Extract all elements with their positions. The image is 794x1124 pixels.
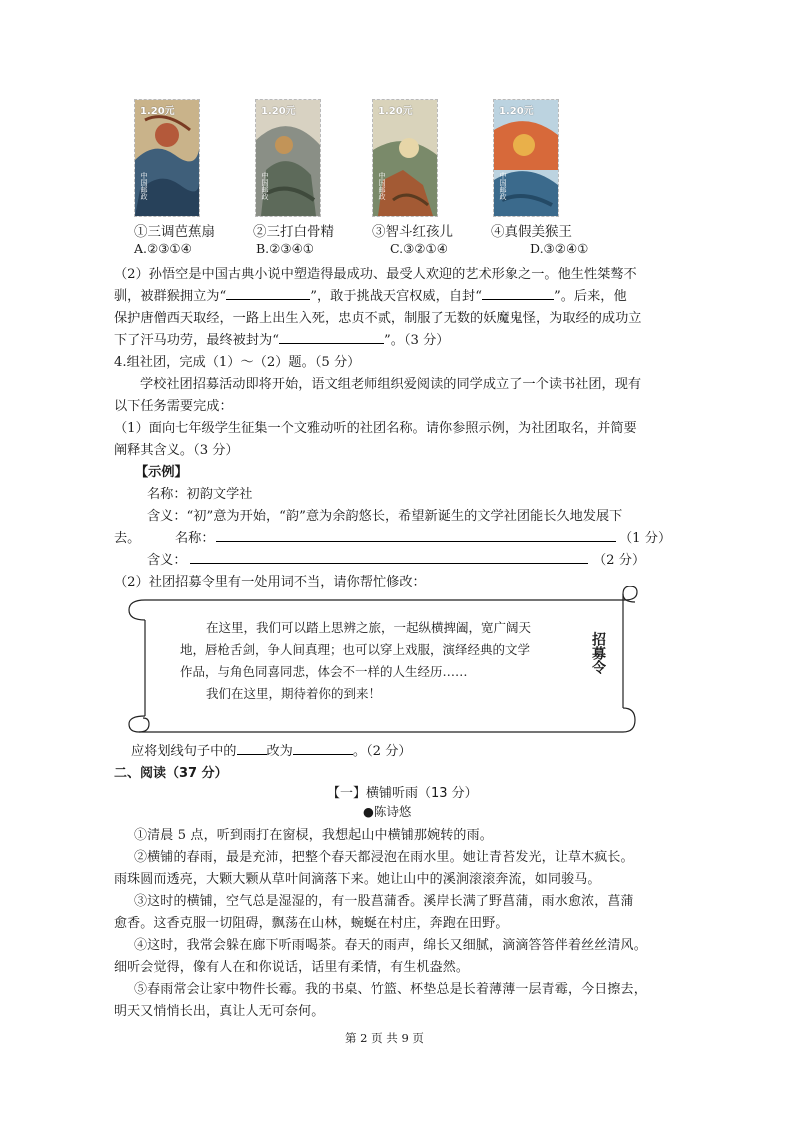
article-para-2b: 雨珠圆而透亮，大颗大颗从草叶间滴落下来。她让山中的溪涧滚滚奔流，如同骏马。 bbox=[114, 872, 601, 887]
fix-text-a: 应将划线句子中的 bbox=[131, 744, 237, 759]
scroll-line-2: 地，唇枪舌剑，争人间真理；也可以穿上戏服，演绎经典的文学 bbox=[180, 642, 531, 657]
recruitment-scroll bbox=[125, 586, 641, 734]
stamp-image-2: 1.20元 中国邮政 bbox=[255, 99, 321, 217]
q4-intro-2: 以下任务需要完成： bbox=[114, 399, 233, 414]
meaning-score: （2 分） bbox=[593, 553, 646, 568]
blank-wrong-word[interactable] bbox=[237, 742, 267, 755]
name-score: （1 分） bbox=[619, 531, 672, 546]
stamp-caption-3: ③智斗红孩儿 bbox=[372, 224, 453, 240]
meaning-label: 含义： bbox=[147, 553, 187, 568]
stamp-image-4: 1.20元 中国邮政 bbox=[493, 99, 559, 217]
q4-sub1-b: 阐释其含义。（3 分） bbox=[114, 443, 239, 458]
stamp-caption-1: ①三调芭蕉扇 bbox=[134, 224, 215, 240]
name-answer-line[interactable] bbox=[216, 541, 616, 542]
article-para-3b: 愈香。这香克服一切阻碍，飘荡在山林，蜿蜒在村庄，奔跑在田野。 bbox=[114, 916, 509, 931]
article-author: ●陈诗悠 bbox=[363, 804, 412, 819]
scroll-title: 招募令 bbox=[590, 632, 606, 674]
article-para-3a: ③这时的横铺，空气总是湿湿的，有一股菖蒲香。溪岸长满了野菖蒲，雨水愈浓，菖蒲 bbox=[134, 894, 634, 909]
stamp-image-3: 1.20元 中国邮政 bbox=[372, 99, 438, 217]
article-para-2a: ②横铺的春雨，最是充沛，把整个春天都浸泡在雨水里。她让青苔发光，让草木疯长。 bbox=[134, 850, 634, 865]
section-heading: 二、阅读（37 分） bbox=[114, 766, 228, 781]
q2-text-c: ”。后来，他 bbox=[553, 289, 627, 304]
page-footer: 第 2 页 共 9 页 bbox=[345, 1031, 424, 1045]
q4-title: 4.组社团，完成（1）～（2）题。（5 分） bbox=[114, 355, 361, 370]
q2-text-d: 下了汗马功劳，最终被封为“ bbox=[114, 333, 279, 348]
option-a: A.②③①④ bbox=[134, 241, 192, 256]
scroll-line-4: 我们在这里，期待着你的到来！ bbox=[206, 686, 382, 701]
stamp-caption-4: ④真假美猴王 bbox=[491, 224, 572, 240]
blank-correct-word[interactable] bbox=[293, 742, 353, 755]
meaning-answer-line[interactable] bbox=[190, 563, 588, 564]
q4-sub2: （2）社团招募令里有一处用词不当，请你帮忙修改： bbox=[114, 575, 426, 590]
name-label: 名称： bbox=[175, 531, 215, 546]
article-heading: 【一】横铺听雨（13 分） bbox=[327, 786, 478, 801]
fix-text-b: 改为 bbox=[266, 744, 293, 759]
article-para-5a: ⑤春雨常会让家中物件长霉。我的书桌、竹篮、杯垫总是长着薄薄一层青霉，今日擦去， bbox=[134, 982, 647, 997]
fix-line bbox=[131, 740, 412, 759]
article-para-5b: 明天又悄悄长出，真让人无可奈何。 bbox=[114, 1004, 325, 1019]
stamp-image-1: 1.20元 中国邮政 bbox=[134, 99, 200, 217]
q4-sub1-a: （1）面向七年级学生征集一个文雅动听的社团名称。请你参照示例，为社团取名，并简要 bbox=[114, 421, 637, 436]
q2-line-1: （2）孙悟空是中国古典小说中塑造得最成功、最受人欢迎的艺术形象之一。他生性桀骜不 bbox=[114, 267, 637, 282]
example-label: 【示例】 bbox=[135, 465, 188, 480]
q2-text-a: 驯，被群猴拥立为“ bbox=[114, 289, 227, 304]
q2-text-e: ”。（3 分） bbox=[384, 333, 450, 348]
option-d: D.③②④① bbox=[530, 241, 589, 256]
example-name: 名称：初韵文学社 bbox=[147, 487, 253, 502]
scroll-line-1: 在这里，我们可以踏上思辨之旅，一起纵横捭阖，宽广阔天 bbox=[206, 620, 532, 635]
q2-line-4 bbox=[114, 329, 449, 348]
article-para-4b: 细听会觉得，像有人在和你说话，话里有柔情，有生机盎然。 bbox=[114, 960, 470, 975]
q2-line-3: 保护唐僧西天取经，一路上出生入死，忠贞不贰，制服了无数的妖魔鬼怪，为取经的成功立 bbox=[114, 311, 642, 326]
option-b: B.②③④① bbox=[256, 241, 314, 256]
option-c: C.③②①④ bbox=[390, 241, 448, 256]
article-para-1: ①清晨 5 点，听到雨打在窗棂，我想起山中横铺那婉转的雨。 bbox=[134, 828, 493, 843]
article-para-4a: ④这时，我常会躲在廊下听雨喝茶。春天的雨声，绵长又细腻，滴滴答答伴着丝丝清风。 bbox=[134, 938, 647, 953]
q4-intro-1: 学校社团招募活动即将开始，语文组老师组织爱阅读的同学成立了一个读书社团，现有 bbox=[140, 377, 642, 392]
fix-text-c: 。（2 分） bbox=[352, 744, 412, 759]
stamp-caption-2: ②三打白骨精 bbox=[253, 224, 334, 240]
q2-text-b: ”，敢于挑战天宫权威，自封“ bbox=[310, 289, 482, 304]
blank-final-title bbox=[279, 331, 384, 344]
example-meaning-2: 去。 bbox=[114, 531, 141, 546]
q2-line-2 bbox=[114, 285, 627, 304]
blank-self-title bbox=[482, 287, 554, 300]
blank-king-title bbox=[226, 287, 310, 300]
scroll-line-3: 作品，与角色同喜同悲，体会不一样的人生经历…… bbox=[180, 664, 468, 679]
example-meaning-1: 含义：“初”意为开始，“韵”意为余韵悠长，希望新诞生的文学社团能长久地发展下 bbox=[147, 509, 623, 524]
